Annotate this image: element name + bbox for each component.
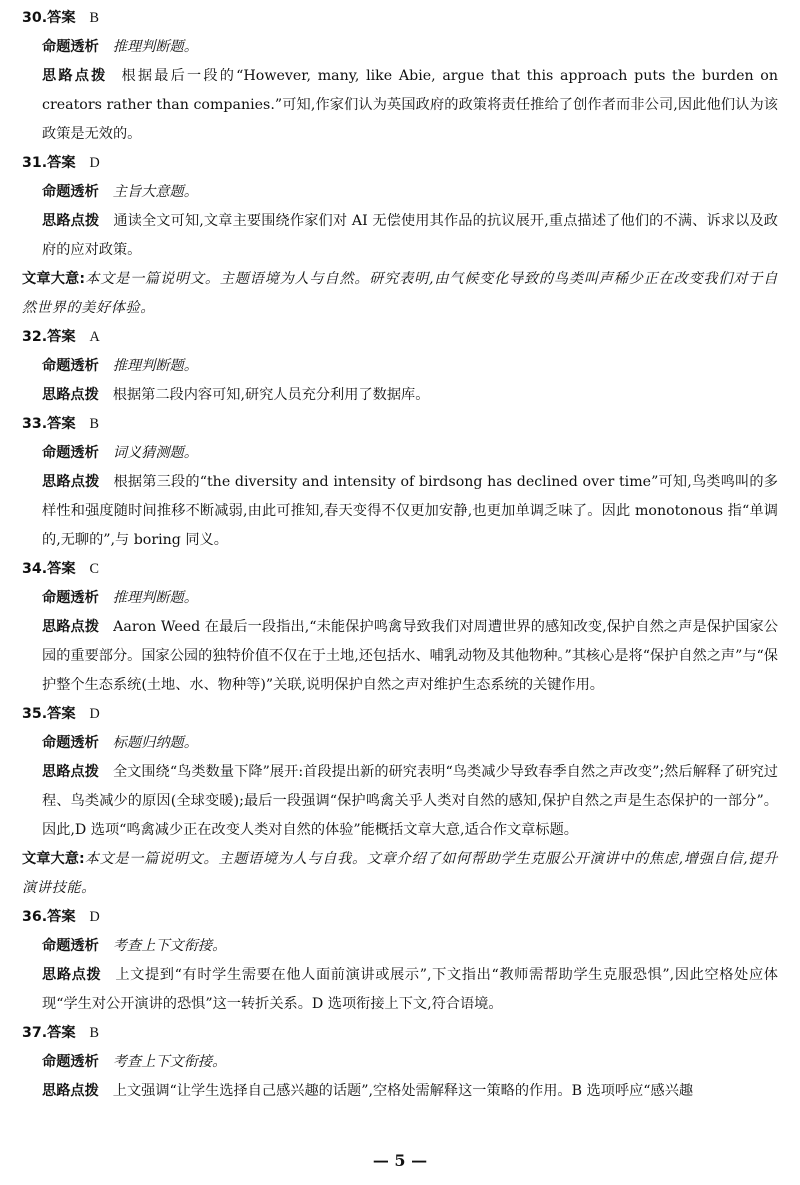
answer-line: [22, 1019, 778, 1048]
hint-paragraph: [22, 207, 778, 265]
intent-line: [22, 178, 778, 207]
answer-line: [22, 149, 778, 178]
intent-line: [22, 932, 778, 961]
answer-line: [22, 4, 778, 33]
answer-label: 答案: [47, 155, 76, 171]
hint-label: 思路点拨: [42, 764, 99, 780]
answer-line: [22, 410, 778, 439]
hint-paragraph: [22, 961, 778, 1019]
hint-text: 全文围绕“鸟类数量下降”展开:首段提出新的研究表明“鸟类减少导致春季自然之声改变”;然后解释了研究过程、鸟类减少的原因(全球变暖);最后一段强调“保护鸣禽关乎人类对自然的感知,保护自然之声是生态保护的一部分”。因此,D 选项“鸣禽减少正在改变人类对自然的体验”能概括文章大意,适合作文章标题。: [42, 764, 778, 838]
hint-label: 思路点拨: [42, 967, 102, 983]
answer-letter: B: [89, 1025, 99, 1041]
answer-line: [22, 903, 778, 932]
intent-line: [22, 439, 778, 468]
intent-text: 推理判断题。: [112, 358, 198, 374]
question-34: [22, 555, 778, 700]
question-number: 37.: [22, 1025, 48, 1041]
intent-label: 命题透析: [42, 590, 99, 606]
intent-line: [22, 729, 778, 758]
intent-label: 命题透析: [42, 358, 99, 374]
question-number: 35.: [22, 706, 48, 722]
question-31: [22, 149, 778, 265]
intent-line: [22, 584, 778, 613]
answer-letter: B: [89, 416, 99, 432]
intent-label: 命题透析: [42, 1054, 99, 1070]
intent-label: 命题透析: [42, 735, 99, 751]
hint-text: 根据第三段的“the diversity and intensity of birdsong has declined over time”可知,鸟类鸣叫的多样性和强度随时间推移不断减弱,由此可推知,春天变得不仅更加安静,也更加单调乏味了。因此 monotonous 指“单调的,无聊的”,与 boring 同义。: [42, 474, 778, 548]
answer-label: 答案: [47, 416, 76, 432]
intent-text: 考查上下文衔接。: [112, 938, 227, 954]
hint-paragraph: [22, 381, 778, 410]
answer-letter: A: [89, 329, 100, 345]
hint-label: 思路点拨: [42, 387, 99, 403]
answer-letter: B: [89, 10, 99, 26]
answer-line: [22, 555, 778, 584]
question-33: [22, 410, 778, 555]
hint-paragraph: [22, 1077, 778, 1106]
intent-line: [22, 352, 778, 381]
answer-label: 答案: [47, 1025, 76, 1041]
answer-letter: D: [89, 909, 100, 925]
hint-text: Aaron Weed 在最后一段指出,“未能保护鸣禽导致我们对周遭世界的感知改变,保护自然之声是保护国家公园的重要部分。国家公园的独特价值不仅在于土地,还包括水、哺乳动物及其他物种。”其核心是将“保护自然之声”与“保护整个生态系统(土地、水、物种等)”关联,说明保护自然之声对维护生态系统的关键作用。: [42, 619, 778, 693]
question-36: [22, 903, 778, 1019]
intent-text: 推理判断题。: [112, 39, 198, 55]
intent-label: 命题透析: [42, 445, 99, 461]
question-30: [22, 4, 778, 149]
hint-paragraph: [22, 468, 778, 555]
intent-text: 主旨大意题。: [112, 184, 198, 200]
hint-label: 思路点拨: [42, 1083, 99, 1099]
answer-letter: C: [89, 561, 99, 577]
summary-label: 文章大意:: [22, 851, 85, 867]
answer-label: 答案: [47, 909, 76, 925]
question-number: 30.: [22, 10, 48, 26]
answer-label: 答案: [47, 706, 76, 722]
intent-label: 命题透析: [42, 938, 99, 954]
hint-label: 思路点拨: [42, 474, 100, 490]
question-number: 33.: [22, 416, 48, 432]
question-32: [22, 323, 778, 410]
summary-label: 文章大意:: [22, 271, 86, 287]
question-number: 34.: [22, 561, 48, 577]
answer-label: 答案: [47, 561, 76, 577]
intent-label: 命题透析: [42, 184, 99, 200]
answer-label: 答案: [47, 10, 76, 26]
answer-letter: D: [89, 706, 100, 722]
answer-letter: D: [89, 155, 100, 171]
article-summary: [22, 265, 778, 323]
answer-line: [22, 323, 778, 352]
summary-text: 本文是一篇说明文。主题语境为人与自我。文章介绍了如何帮助学生克服公开演讲中的焦虑,增强自信,提升演讲技能。: [22, 851, 778, 896]
article-summary: [22, 845, 778, 903]
hint-text: 通读全文可知,文章主要围绕作家们对 AI 无偿使用其作品的抗议展开,重点描述了他们的不满、诉求以及政府的应对政策。: [42, 213, 778, 258]
intent-line: [22, 33, 778, 62]
answer-line: [22, 700, 778, 729]
question-35: [22, 700, 778, 845]
intent-line: [22, 1048, 778, 1077]
hint-label: 思路点拨: [42, 619, 100, 635]
hint-label: 思路点拨: [42, 213, 100, 229]
hint-text: 根据第二段内容可知,研究人员充分利用了数据库。: [112, 387, 430, 403]
hint-text: 上文提到“有时学生需要在他人面前演讲或展示”,下文指出“教师需帮助学生克服恐惧”,因此空格处应体现“学生对公开演讲的恐惧”这一转折关系。D 选项衔接上下文,符合语境。: [42, 967, 778, 1012]
intent-text: 标题归纳题。: [112, 735, 198, 751]
intent-label: 命题透析: [42, 39, 99, 55]
question-number: 36.: [22, 909, 48, 925]
question-number: 32.: [22, 329, 48, 345]
hint-paragraph: [22, 613, 778, 700]
page-number: — 5 —: [372, 1151, 428, 1170]
answer-label: 答案: [47, 329, 76, 345]
hint-paragraph: [22, 62, 778, 149]
intent-text: 考查上下文衔接。: [112, 1054, 227, 1070]
hint-paragraph: [22, 758, 778, 845]
hint-text: 根据最后一段的“However, many, like Abie, argue that this approach puts the burden on creators rather than companies.”可知,作家们认为英国政府的政策将责任推给了创作者而非公司,因此他们认为该政策是无效的。: [42, 68, 778, 142]
question-number: 31.: [22, 155, 48, 171]
summary-text: 本文是一篇说明文。主题语境为人与自然。研究表明,由气候变化导致的鸟类叫声稀少正在改变我们对于自然世界的美好体验。: [22, 271, 778, 316]
hint-text: 上文强调“让学生选择自己感兴趣的话题”,空格处需解释这一策略的作用。B 选项呼应“感兴趣: [112, 1083, 694, 1099]
intent-text: 词义猜测题。: [112, 445, 198, 461]
question-37: [22, 1019, 778, 1106]
intent-text: 推理判断题。: [112, 590, 198, 606]
hint-label: 思路点拨: [42, 68, 108, 84]
